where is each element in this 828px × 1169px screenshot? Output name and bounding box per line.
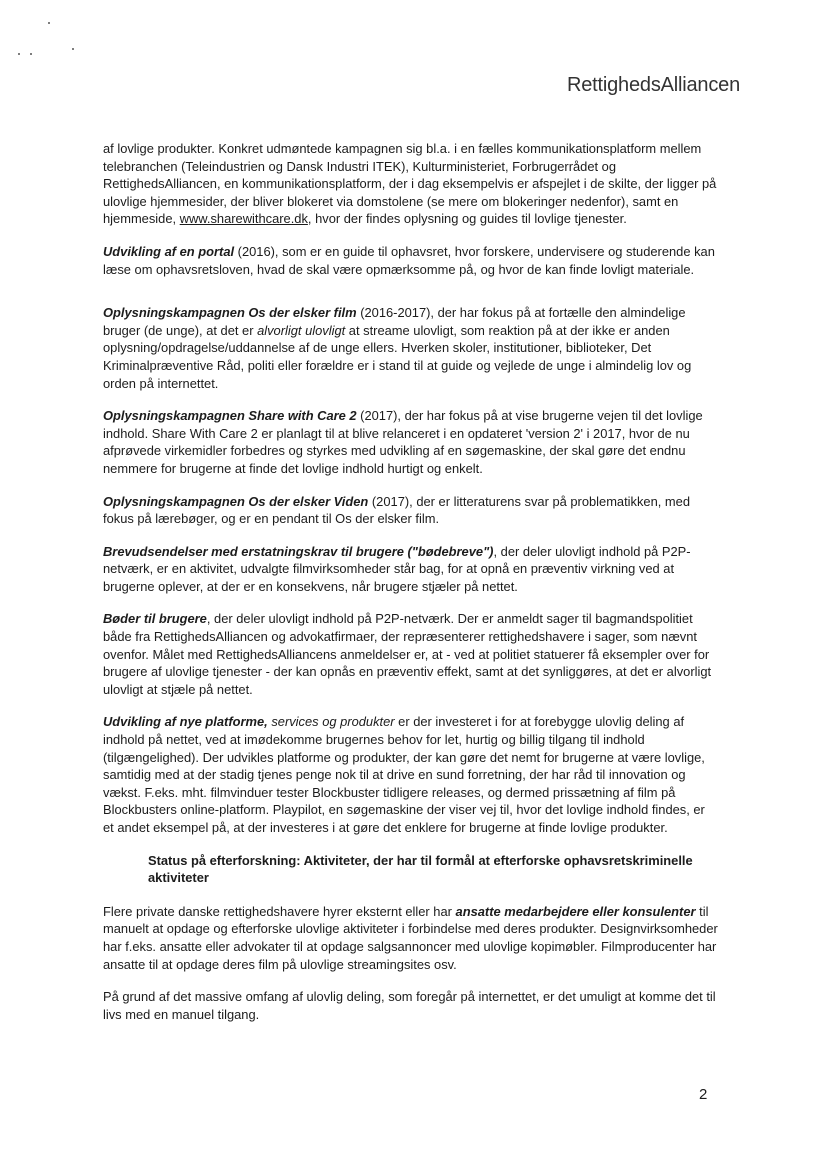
paragraph-lead: Udvikling af nye platforme, <box>103 714 268 730</box>
scan-speck <box>72 48 74 50</box>
paragraph-private-rettighedshavere <box>103 903 718 973</box>
paragraph-brevudsendelser <box>103 543 718 596</box>
paragraph-lead: Bøder til brugere <box>103 611 207 627</box>
page-number: 2 <box>699 1086 708 1103</box>
paragraph-share-with-care <box>103 407 718 477</box>
paragraph-portal <box>103 243 718 278</box>
paragraph-lead: Udvikling af en portal <box>103 243 235 259</box>
paragraph-text: at streame ulovligt, som reaktion på at der ikke er anden oplysning/opdragelse/uddannelse af de unge ellers. Hverken skoler, institutioner, biblioteker, Det Kriminalpræventive Råd, politi eller forældre er i stand til at guide og vejlede de unge i almindelig lov og orden på internettet. <box>103 322 692 391</box>
paragraph-text: (2016-2017), der har fokus på at fortælle den almindelige bruger (de unge), at det er <box>103 305 686 338</box>
paragraph-text: (2016), som er en guide til ophavsret, hvor forskere, undervisere og studerende kan læse om ophavsretsloven, hvad de skal være opmærksomme på, og hvor de kan finde lovligt materiale. <box>103 243 715 277</box>
paragraph-text: (2017), der har fokus på at vise brugerne vejen til det lovlige indhold. Share With Care 2 er planlagt til at blive relanceret i en opdateret 'version 2' i 2017, hvor de nu afprøvede virkemidler forbedres og styrkes med udvikling af en søgemaskine, der skal gøre det endnu nemmere for brugerne at finde det lovlige indhold hurtigt og enkelt. <box>103 408 703 476</box>
paragraph-lead: Brevudsendelser med erstatningskrav til brugere ("bødebreve") <box>103 543 494 559</box>
paragraph-lead: Oplysningskampagnen Os der elsker film <box>103 305 357 321</box>
paragraph-emphasis: alvorligt ulovligt <box>257 322 346 338</box>
paragraph-lead: Oplysningskampagnen Os der elsker Viden <box>103 493 369 509</box>
scan-speck <box>30 53 32 55</box>
paragraph-campaign-platform <box>103 140 718 228</box>
paragraph-text: af lovlige produkter. Konkret udmøntede kampagnen sig bl.a. i en fælles kommunikationsplatform mellem telebranchen (Teleindustrien og Dansk Industri ITEK), Kulturministeriet, Forbrugerrådet og RettighedsAlliancen, en kommunikationsplatform, der i dag eksempelvis er afspejlet i de skilte, der ligger på ulovlige hjemmesider, der bliver blokeret via domstolene (se mere om blokeringer nedenfor), samt en hjemmeside, <box>103 141 717 227</box>
sharewithcare-link[interactable]: www.sharewithcare.dk <box>179 211 308 227</box>
paragraph-os-der-elsker-viden <box>103 493 718 528</box>
paragraph-boder <box>103 610 718 698</box>
paragraph-massive-omfang: På grund af det massive omfang af ulovlig deling, som foregår på internettet, er det umuligt at komme det til livs med en manuel tilgang. <box>103 989 716 1022</box>
paragraph-lead: Oplysningskampagnen Share with Care 2 <box>103 408 357 424</box>
scan-speck <box>18 53 20 55</box>
document-body <box>103 140 718 1038</box>
paragraph-emphasis: services og produkter <box>267 714 395 730</box>
paragraph-text: (2017), der er litteraturens svar på problematikken, med fokus på lærebøger, og er en pendant til Os der elsker film. <box>103 493 691 527</box>
paragraph-text: er der investeret i for at forebygge ulovlig deling af indhold på nettet, ved at imødekomme brugernes behov for let, hurtig og billig tilgang til indhold (tilgængelighed). Der udvikles platforme og produkter, der kan gøre det nemt for brugerne at være lovlige, samtidig med at der stadig tjenes penge nok til at drive en sund forretning, der har råd til innovation og vækst. F.eks. mht. filmvinduer tester Blockbuster tidligere releases, og dermed prissætning af film på Blockbusters online-platform. Playpilot, en søgemaskine der viser vej til, hvor det lovlige indhold findes, er et andet eksempel på, at der investeres i at gøre det enklere for brugerne at finde lovlige produkter. <box>103 714 705 835</box>
paragraph-lead: ansatte medarbejdere eller konsulenter <box>455 903 696 919</box>
scan-speck <box>48 22 50 24</box>
paragraph-nye-platforme <box>103 713 718 836</box>
paragraph-os-der-elsker-film <box>103 304 718 392</box>
header-logo: RettighedsAlliancen <box>567 74 740 96</box>
paragraph-text: Flere private danske rettighedshavere hyrer eksternt eller har <box>103 903 456 919</box>
paragraph-text: , der deler ulovligt indhold på P2P-netværk. Der er anmeldt sager til bagmandspolitiet både fra RettighedsAlliancen og advokatfirmaer, der repræsenterer rettighedshavere i sager, som nævnt ovenfor. Målet med RettighedsAlliancens anmeldelser er, at - ved at politiet statuerer få eksempler over for brugere af ulovlige tjenester - der kan opnås en præventiv effekt, samt at det synliggøres, at det er alvorligt ulovligt at stjæle på nettet. <box>103 611 712 697</box>
paragraph-text: til manuelt at opdage og efterforske ulovlige aktiviteter i forbindelse med deres produkter. Designvirksomheder har f.eks. ansatte eller advokater til at opdage salgsannoncer med ulovlige kopimøbler. Filmproducenter har ansatte til at opdage deres film på ulovlige streamingsites osv. <box>103 903 718 972</box>
paragraph-text: , der deler ulovligt indhold på P2P-netværk, er en aktivitet, udvalgte filmvirksomheder står bag, for at opnå en præventiv virkning ved at brugerne oplever, at der er en konsekvens, når brugere stjæler på nettet. <box>103 543 691 594</box>
section-heading: Status på efterforskning: Aktiviteter, der har til formål at efterforske ophavsretskriminelle aktiviteter <box>148 852 693 886</box>
paragraph-text: , hvor der findes oplysning og guides til lovlige tjenester. <box>307 211 627 227</box>
